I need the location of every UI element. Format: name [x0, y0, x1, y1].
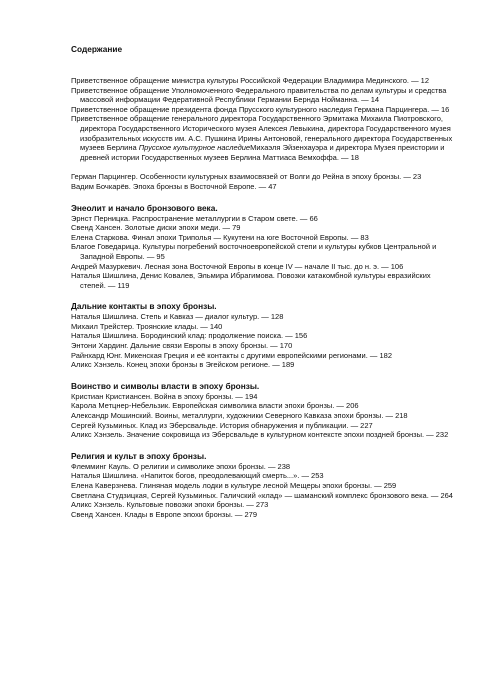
toc-entry — [71, 491, 454, 501]
entry-text: Наталья Шишлина. Бородинский клад: продолжение поиска. — 156 — [71, 331, 308, 341]
section-heading: Религия и культ в эпоху бронзы. — [71, 450, 207, 461]
toc-entry — [71, 114, 454, 162]
entry-text: Наталья Шишлина. «Напиток богов, преодолевающий смерть...». — 253 — [71, 471, 324, 481]
entry-text: Благое Говедарица. Культуры погребений восточноевропейской степи и культуры кубков Центральной и Западной Европы. — 95 — [71, 242, 437, 261]
toc-entry — [71, 271, 454, 290]
entry-text: Приветственное обращение министра культуры Российской Федерации Владимира Мединского. — 12 — [71, 76, 430, 85]
toc-section — [71, 172, 454, 191]
toc-entry — [71, 351, 454, 361]
toc-entry — [71, 421, 454, 431]
toc-entry — [71, 462, 454, 472]
toc-section — [71, 203, 454, 291]
entry-italic-text: Прусское культурное наследие — [138, 143, 251, 153]
toc-entry — [71, 262, 454, 272]
toc-entry — [71, 182, 454, 192]
toc-entry — [71, 86, 454, 105]
entry-text: Свенд Хансен. Золотые диски эпохи меди. — 79 — [71, 223, 241, 233]
entry-text: Михаил Трейстер. Троянские клады. — 140 — [71, 321, 223, 331]
toc-entry — [71, 401, 454, 411]
entry-text: Свенд Хансен. Клады в Европе эпохи бронзы. — 279 — [71, 509, 257, 519]
toc-section — [71, 76, 454, 162]
entry-text: Аликс Хэнзель. Конец эпохи бронзы в Эгейском регионе. — 189 — [71, 360, 295, 370]
entry-text: Михаэля Эйзенхауэра и директора Музея преистории и древней истории Государственных музеев Берлина Маттиаса Вемхоффа. — 18 — [80, 143, 445, 162]
toc-section — [71, 451, 454, 520]
section-heading: Энеолит и начало бронзового века. — [71, 202, 218, 213]
toc-entry — [71, 223, 454, 233]
toc-entry — [71, 500, 454, 510]
toc-entry — [71, 331, 454, 341]
entry-text: Аликс Хэнзель. Значение сокровища из Эберсвальде в культурном контексте эпохи поздней бронзы. — 232 — [71, 430, 449, 440]
entry-text: Энтони Хардинг. Дальние связи Европы в эпоху бронзы. — 170 — [71, 341, 293, 351]
section-heading: Дальние контакты в эпоху бронзы. — [71, 301, 217, 312]
toc-entry — [71, 242, 454, 261]
toc-entry — [71, 360, 454, 370]
table-of-contents — [71, 76, 454, 519]
entry-text: Александр Мошинский. Воины, металлурги, художники Северного Кавказа эпохи бронзы. — 218 — [71, 411, 408, 421]
toc-entry — [71, 76, 454, 86]
entry-text: Флемминг Кауль. О религии и символике эпохи бронзы. — 238 — [71, 461, 291, 471]
toc-section — [71, 301, 454, 370]
section-heading: Воинство и символы власти в эпоху бронзы. — [71, 380, 260, 391]
entry-text: Эрнст Перницка. Распространение металлургии в Старом свете. — 66 — [71, 213, 318, 223]
toc-entry — [71, 471, 454, 481]
entry-text: Райнхард Юнг. Микенская Греция и её контакты с другими европейскими регионами. — 182 — [71, 350, 393, 360]
toc-entry — [71, 341, 454, 351]
toc-entry — [71, 322, 454, 332]
toc-entry — [71, 392, 454, 402]
toc-entry — [71, 105, 454, 115]
entry-text: Кристиан Кристиансен. Война в эпоху бронзы. — 194 — [71, 391, 258, 401]
entry-text: Елена Каверзнева. Глиняная модель лодки в культуре лесной Мещеры эпохи бронзы. — 259 — [71, 481, 397, 490]
entry-text: Светлана Студзицкая, Сергей Кузьминых. Галичский «клад» — шаманский комплекс бронзового века. — 264 — [71, 490, 453, 500]
entry-text: Карола Метцнер-Небельзик. Европейская символика власти эпохи бронзы. — 206 — [71, 401, 359, 411]
page-title: Содержание — [71, 44, 123, 54]
toc-entry — [71, 481, 454, 491]
entry-text: Вадим Бочкарёв. Эпоха бронзы в Восточной Европе. — 47 — [71, 181, 277, 191]
entry-text: Герман Парцингер. Особенности культурных взаимосвязей от Волги до Рейна в эпоху бронзы. — 23 — [71, 172, 422, 182]
entry-text: Андрей Мазуркевич. Лесная зона Восточной Европы в конце IV — начале II тыс. до н. э. — 106 — [71, 261, 404, 271]
toc-entry — [71, 233, 454, 243]
toc-entry — [71, 510, 454, 520]
toc-section — [71, 381, 454, 440]
entry-text: Сергей Кузьминых. Клад из Эберсвальде. История обнаружения и публикации. — 227 — [71, 420, 373, 430]
toc-entry — [71, 430, 454, 440]
entry-text: Приветственное обращение генерального директора Государственного Эрмитажа Михаила Пиотровского, директора Государственного Исторического музея Алексея Левыкина, директора Государственного музея изобразительных искусств им. А.С. Пушкина Ирины Антоновой, генерального директора Государственных музеев Берлина — [71, 114, 453, 153]
toc-entry — [71, 312, 454, 322]
toc-entry — [71, 172, 454, 182]
entry-text: Елена Старкова. Финал эпохи Триполья — Кукутени на юге Восточной Европы. — 83 — [71, 232, 369, 242]
entry-text: Приветственное обращение Уполномоченного Федерального правительства по делам культуры и средства массовой информации Федеративной Республики Германии Бернда Нойманна. — 14 — [71, 85, 447, 105]
entry-text: Наталья Шишлина, Денис Ковалев, Эльмира Ибрагимова. Повозки катакомбной культуры евразийских степей. — 119 — [71, 271, 431, 290]
entry-text: Аликс Хэнзель. Культовые повозки эпохи бронзы. — 273 — [71, 500, 269, 510]
entry-text: Наталья Шишлина. Степь и Кавказ — диалог культур. — 128 — [71, 312, 284, 322]
toc-entry — [71, 214, 454, 224]
entry-text: Приветственное обращение президента фонда Прусского культурного наследия Германа Парцингера. — 16 — [71, 104, 450, 114]
toc-entry — [71, 411, 454, 421]
